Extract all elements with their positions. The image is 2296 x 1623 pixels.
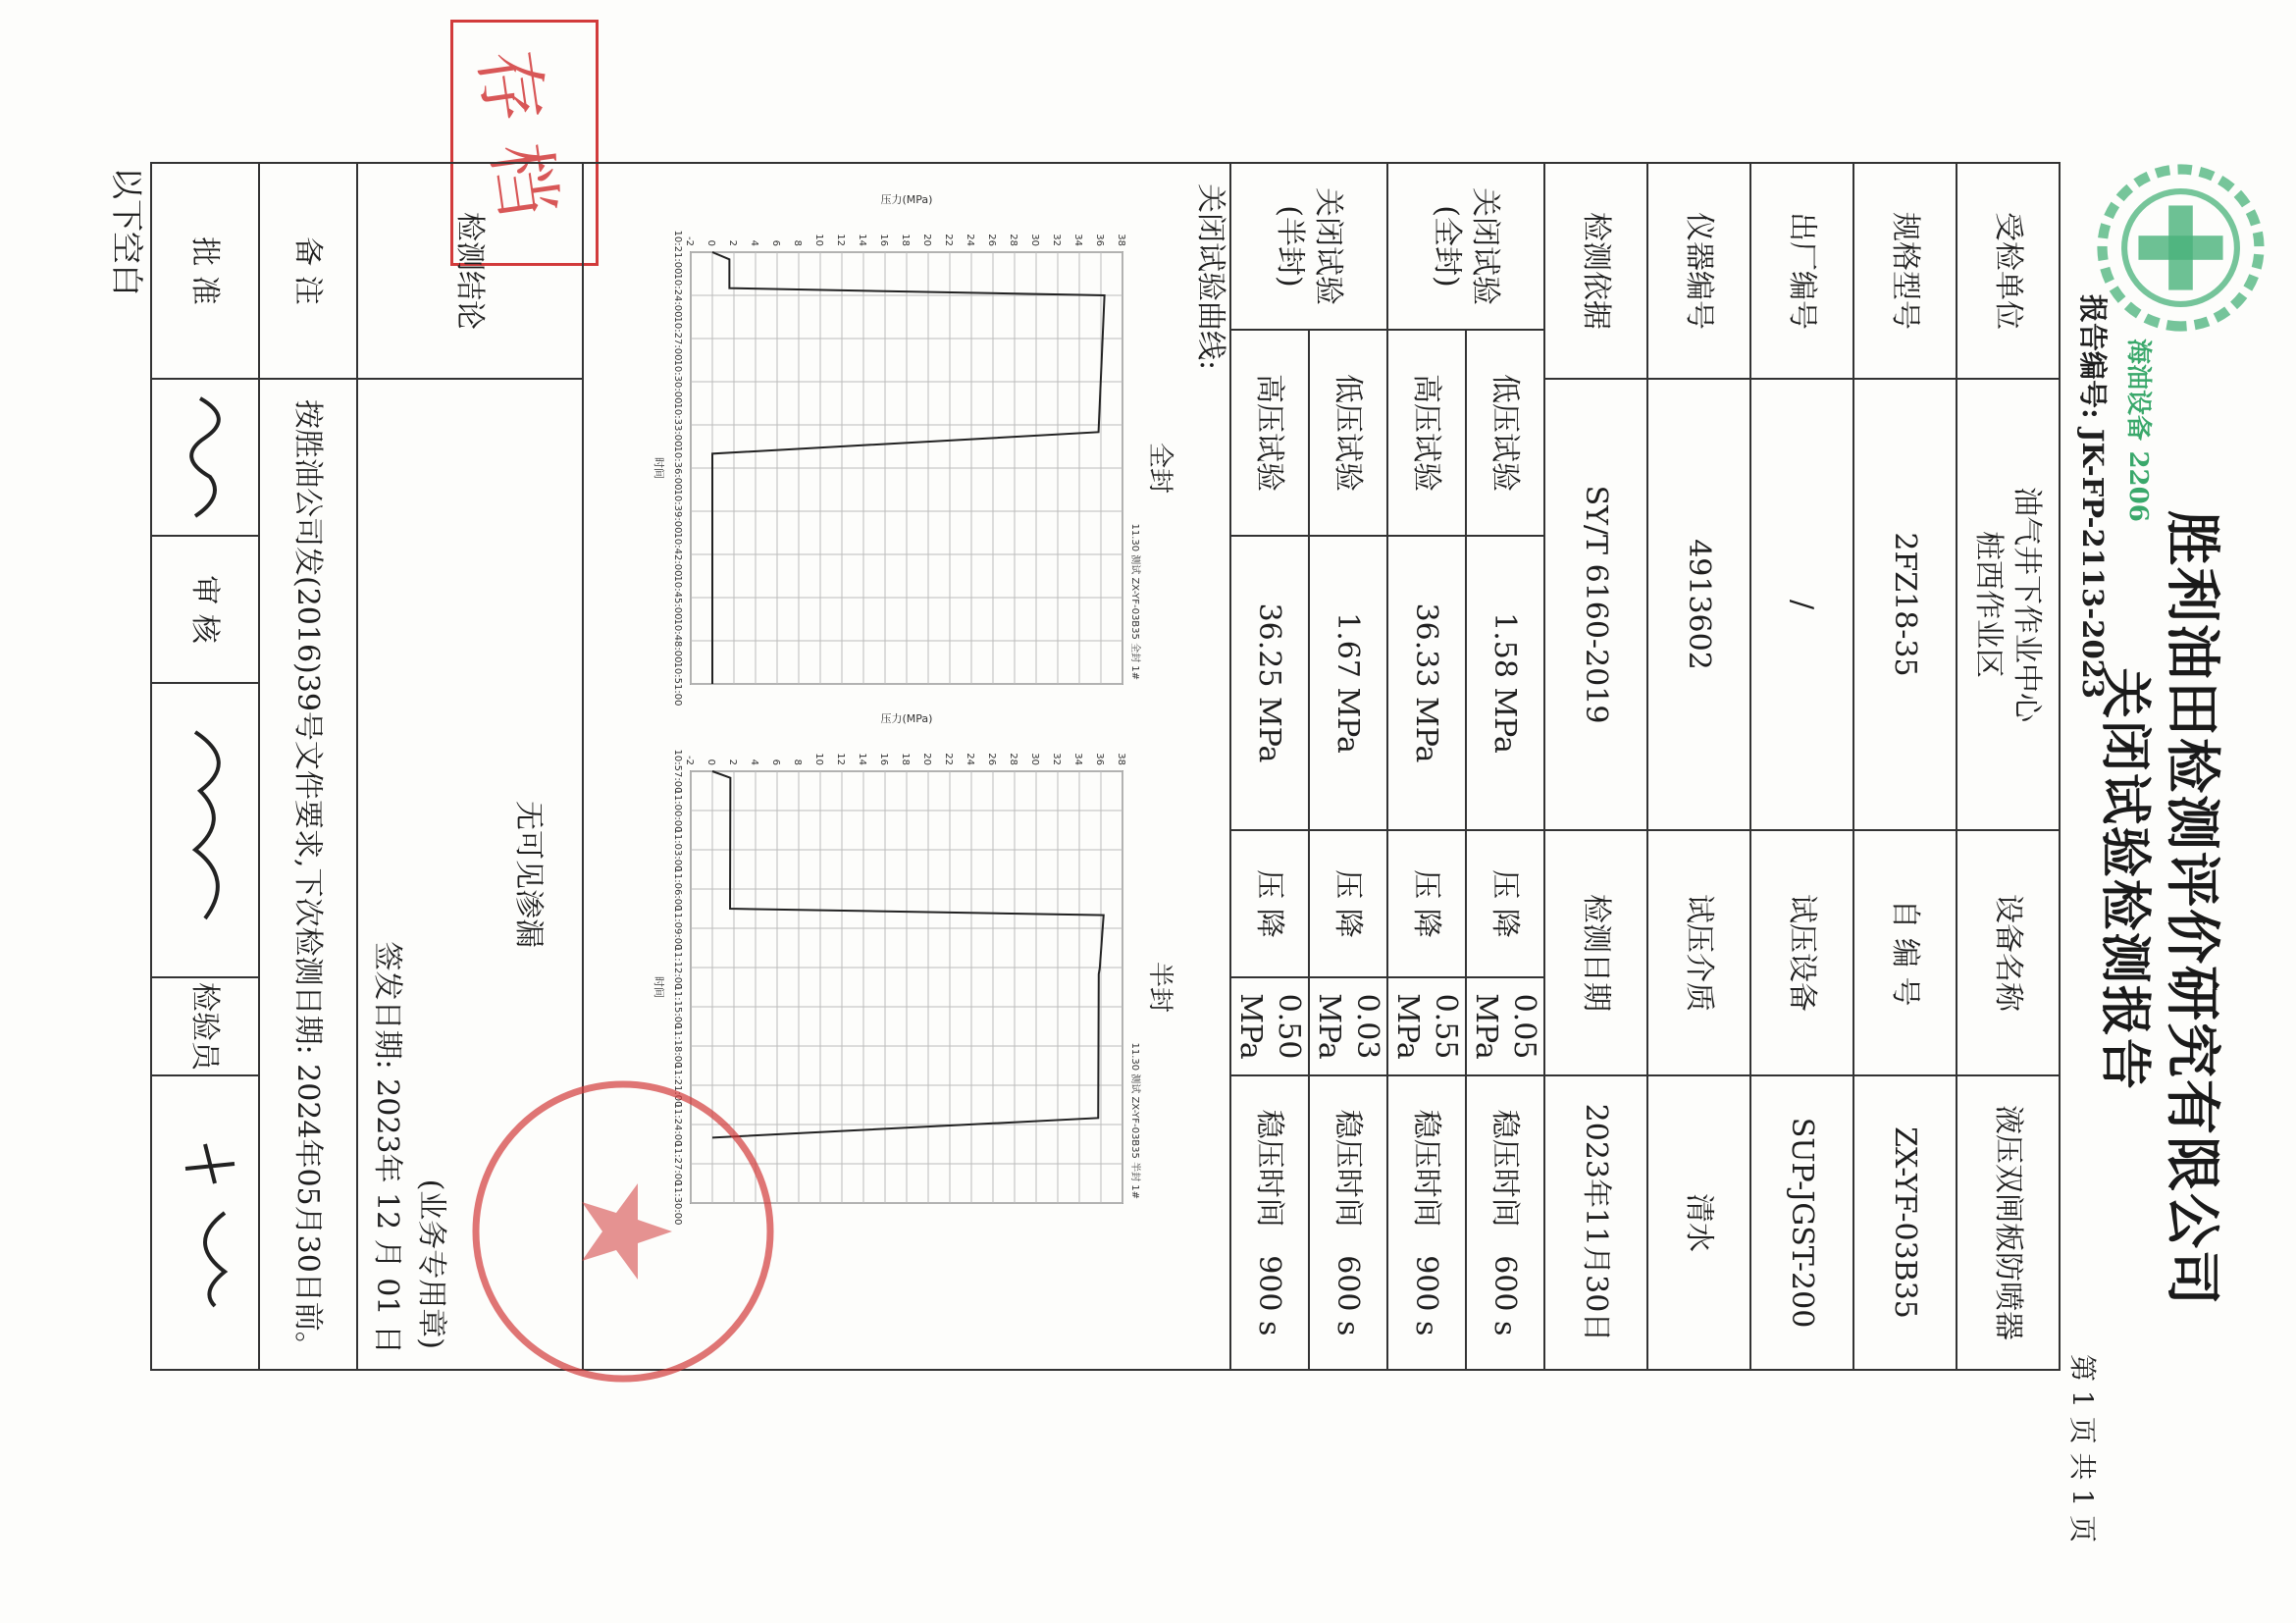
- blank-below-note: 以下空白: [108, 167, 146, 296]
- row-factory: [1750, 163, 1853, 1370]
- page-info: 第 1 页 共 1 页: [2066, 1354, 2099, 1544]
- half-test-label: 关闭试验 (半封): [1230, 163, 1387, 330]
- self-no-label: 自 编 号: [1853, 830, 1957, 1075]
- y-axis-label: 压力(MPa): [880, 193, 933, 206]
- x-axis-label: 时间: [652, 976, 665, 998]
- hold-label-3: 稳压时间: [1331, 1109, 1366, 1228]
- y-tick-label: 2: [727, 239, 738, 246]
- red-company-seal-icon: [461, 1070, 785, 1393]
- date-label: 检测日期: [1544, 830, 1647, 1075]
- test-pressure-1: 1.58 MPa: [1466, 536, 1544, 830]
- y-tick-label: 0: [705, 759, 716, 765]
- report-table: [150, 162, 2061, 1371]
- test-drop-label-2: 压 降: [1387, 830, 1466, 977]
- test-pressure-3: 1.67 MPa: [1309, 536, 1387, 830]
- test-equipment-label: 试压设备: [1750, 830, 1853, 1075]
- y-tick-label: 32: [1051, 753, 1062, 765]
- test-pressure-4: 36.25 MPa: [1230, 536, 1309, 830]
- y-tick-label: 4: [749, 759, 759, 765]
- test-hold-3: [1309, 1075, 1387, 1370]
- chart-caption: 全封: [1145, 442, 1174, 495]
- medium-label: 试压介质: [1647, 830, 1750, 1075]
- x-tick-label: 11:18:00: [672, 1023, 683, 1069]
- report-number: [2074, 294, 2114, 699]
- issue-date: 签发日期: 2023年 12 月 01 日: [370, 941, 404, 1354]
- test-hold-2: [1387, 1075, 1466, 1370]
- curves-label: 关闭试验曲线:: [1191, 163, 1230, 1370]
- company-name: 胜利油田检测评价研究有限公司: [2160, 510, 2224, 1307]
- row-remark: [259, 163, 357, 1370]
- conclusion-label: 检测结论: [357, 163, 583, 379]
- y-tick-label: 32: [1051, 234, 1062, 246]
- hold-label-2: 稳压时间: [1409, 1109, 1444, 1228]
- x-tick-label: 11:00:00: [672, 788, 683, 833]
- y-tick-label: 14: [857, 753, 867, 765]
- remark-value: 按胜油公司发(2016)39号文件要求,下次检测日期: 2024年05月30日前。: [259, 379, 357, 1370]
- y-tick-label: 20: [921, 753, 932, 765]
- test-drop-3: 0.03 MPa: [1309, 977, 1387, 1075]
- instrument-no-value: 4913602: [1647, 379, 1750, 830]
- y-tick-label: 30: [1029, 234, 1040, 246]
- y-tick-label: 26: [986, 234, 997, 246]
- y-tick-label: 28: [1008, 753, 1018, 765]
- model-label: 规格型号: [1853, 163, 1957, 379]
- y-tick-label: 30: [1029, 753, 1040, 765]
- y-tick-label: 18: [900, 234, 911, 246]
- test-drop-4: 0.50 MPa: [1230, 977, 1309, 1075]
- y-tick-label: 14: [857, 234, 867, 246]
- y-tick-label: 16: [878, 234, 889, 246]
- doc-code-text: 海油设备: [2123, 339, 2153, 442]
- y-tick-label: -2: [684, 756, 695, 765]
- y-tick-label: 20: [921, 234, 932, 246]
- y-tick-label: 8: [792, 239, 803, 246]
- test-drop-2: 0.55 MPa: [1387, 977, 1466, 1075]
- x-tick-label: 11:15:00: [672, 984, 683, 1029]
- hold-value-2: 900 s: [1409, 1255, 1444, 1336]
- y-tick-label: 6: [770, 759, 781, 765]
- y-tick-label: 4: [749, 239, 759, 246]
- review-label: 审 核: [151, 536, 259, 683]
- x-tick-label: 11:09:00: [672, 906, 683, 951]
- y-tick-label: 38: [1116, 753, 1126, 765]
- hold-label-4: 稳压时间: [1252, 1109, 1287, 1228]
- chart-caption: 半封: [1145, 961, 1174, 1014]
- hold-label-1: 稳压时间: [1487, 1109, 1523, 1228]
- date-value: 2023年11月30日: [1544, 1075, 1647, 1370]
- client-label: 受检单位: [1957, 163, 2060, 379]
- y-tick-label: 6: [770, 239, 781, 246]
- inspector-signature: [151, 1075, 259, 1370]
- row-instrument: [1647, 163, 1750, 1370]
- model-value: 2FZ18-35: [1853, 379, 1957, 830]
- x-tick-label: 10:33:00: [672, 402, 683, 447]
- x-tick-label: 10:27:00: [672, 316, 683, 361]
- full-test-label: 关闭试验 (全封): [1387, 163, 1544, 330]
- test-equipment-value: SUP-JGST-200: [1750, 1075, 1853, 1370]
- seal-note: (业务专用章): [414, 1178, 448, 1349]
- conclusion-value: 无可见渗漏: [511, 801, 546, 948]
- row-client: [1957, 163, 2060, 1370]
- legend-text: 11.30 测试 ZX-YF-03B35 半封 1#: [1129, 1042, 1140, 1199]
- test-type-1: 低压试验: [1466, 330, 1544, 536]
- x-tick-label: 10:30:00: [672, 359, 683, 404]
- x-tick-label: 11:03:00: [672, 827, 683, 872]
- row-test-2: [1387, 163, 1466, 1370]
- medium-value: 清水: [1647, 1075, 1750, 1370]
- doc-code-number: 2206: [2123, 450, 2153, 522]
- instrument-no-label: 仪器编号: [1647, 163, 1750, 379]
- x-tick-label: 11:24:00: [672, 1102, 683, 1147]
- y-tick-label: 24: [965, 234, 975, 246]
- equipment-name-value: 液压双闸板防喷器: [1957, 1075, 2060, 1370]
- y-tick-label: 12: [835, 753, 846, 765]
- test-pressure-2: 36.33 MPa: [1387, 536, 1466, 830]
- x-tick-label: 10:51:00: [672, 661, 683, 707]
- legend-text: 11.30 测试 ZX-YF-03B35 全封 1#: [1129, 523, 1140, 680]
- y-tick-label: 24: [965, 753, 975, 765]
- approve-signature: [151, 379, 259, 536]
- y-tick-label: 10: [813, 753, 824, 765]
- y-tick-label: 28: [1008, 234, 1018, 246]
- test-drop-label-1: 压 降: [1466, 830, 1544, 977]
- row-basis: [1544, 163, 1647, 1370]
- row-approve: [151, 163, 259, 1370]
- y-axis-label: 压力(MPa): [880, 712, 933, 725]
- y-tick-label: 22: [943, 753, 954, 765]
- factory-no-value: /: [1750, 379, 1853, 830]
- row-curves-label: [1191, 163, 1230, 1370]
- y-tick-label: 36: [1094, 753, 1105, 765]
- hold-value-1: 600 s: [1487, 1255, 1523, 1336]
- test-drop-1: 0.05 MPa: [1466, 977, 1544, 1075]
- x-tick-label: 10:57:00: [672, 749, 683, 794]
- report-number-label: 报告编号:: [2076, 294, 2110, 419]
- row-test-3: [1309, 163, 1387, 1370]
- x-tick-label: 11:21:00: [672, 1063, 683, 1108]
- x-tick-label: 11:27:00: [672, 1141, 683, 1186]
- x-tick-label: 10:42:00: [672, 532, 683, 577]
- y-tick-label: 26: [986, 753, 997, 765]
- inspector-label: 检验员: [151, 977, 259, 1075]
- y-tick-label: 22: [943, 234, 954, 246]
- x-tick-label: 10:36:00: [672, 445, 683, 491]
- y-tick-label: 18: [900, 753, 911, 765]
- remark-label: 备 注: [259, 163, 357, 379]
- x-tick-label: 10:48:00: [672, 618, 683, 663]
- y-tick-label: 10: [813, 234, 824, 246]
- review-signature-mark: [166, 712, 254, 948]
- test-type-2: 高压试验: [1387, 330, 1466, 536]
- x-tick-label: 11:06:00: [672, 866, 683, 912]
- full-seal-chart: [583, 164, 1191, 762]
- test-type-4: 高压试验: [1230, 330, 1309, 536]
- x-tick-label: 11:12:00: [672, 945, 683, 990]
- inspector-signature-mark: [166, 1125, 254, 1321]
- y-tick-label: 36: [1094, 234, 1105, 246]
- x-tick-label: 10:24:00: [672, 273, 683, 318]
- client-value: [1957, 379, 2060, 830]
- client-line2: 桩西作业区: [1971, 531, 2007, 678]
- report-number-value: JK-FP-2113-2023: [2076, 428, 2110, 699]
- y-tick-label: -2: [684, 236, 695, 246]
- x-axis-label: 时间: [652, 457, 665, 479]
- approve-signature-mark: [166, 384, 254, 531]
- review-signature: [151, 683, 259, 977]
- test-type-3: 低压试验: [1309, 330, 1387, 536]
- report-title: 关闭试验检测报告: [2095, 667, 2155, 1092]
- test-hold-1: [1466, 1075, 1544, 1370]
- y-tick-label: 0: [705, 239, 716, 246]
- row-model: [1853, 163, 1957, 1370]
- test-drop-label-4: 压 降: [1230, 830, 1309, 977]
- hold-value-4: 900 s: [1252, 1255, 1287, 1336]
- row-test-4: [1230, 163, 1309, 1370]
- y-tick-label: 8: [792, 759, 803, 765]
- x-tick-label: 11:30:00: [672, 1180, 683, 1226]
- test-drop-label-3: 压 降: [1309, 830, 1387, 977]
- test-hold-4: [1230, 1075, 1309, 1370]
- full-chart-cell: [583, 163, 1191, 707]
- factory-no-label: 出厂编号: [1750, 163, 1853, 379]
- x-tick-label: 10:21:00: [672, 230, 683, 275]
- client-line1: 油气井下作业中心: [2009, 487, 2045, 722]
- approve-label: 批 准: [151, 163, 259, 379]
- y-tick-label: 12: [835, 234, 846, 246]
- y-tick-label: 38: [1116, 234, 1126, 246]
- doc-code: [2122, 339, 2159, 522]
- x-tick-label: 10:39:00: [672, 489, 683, 534]
- basis-value: SY/T 6160-2019: [1544, 379, 1647, 830]
- archive-stamp-text: 存档: [463, 44, 574, 243]
- y-tick-label: 2: [727, 759, 738, 765]
- y-tick-label: 34: [1072, 234, 1083, 246]
- equipment-name-label: 设备名称: [1957, 830, 2060, 1075]
- row-test-1: [1466, 163, 1544, 1370]
- hold-value-3: 600 s: [1331, 1255, 1366, 1336]
- y-tick-label: 16: [878, 753, 889, 765]
- self-no-value: ZX-YF-03B35: [1853, 1075, 1957, 1370]
- y-tick-label: 34: [1072, 753, 1083, 765]
- x-tick-label: 10:45:00: [672, 575, 683, 620]
- basis-label: 检测依据: [1544, 163, 1647, 379]
